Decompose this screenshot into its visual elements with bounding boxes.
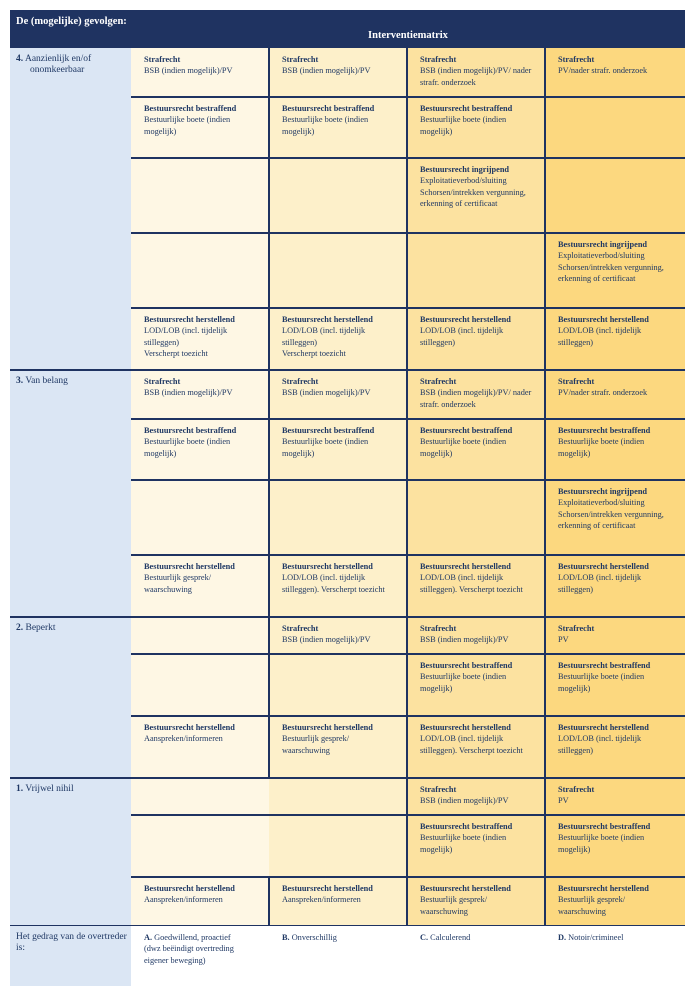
intervention-type: Bestuursrecht herstellend <box>558 884 649 893</box>
row-divider <box>10 777 685 779</box>
matrix-cell <box>131 370 269 419</box>
level-label-cell <box>10 48 131 97</box>
intervention-type: Bestuursrecht herstellend <box>282 562 373 571</box>
column-divider <box>544 480 546 555</box>
matrix-cell <box>407 308 545 370</box>
matrix-cell <box>545 778 685 815</box>
intervention-type: Bestuursrecht herstellend <box>282 884 373 893</box>
column-divider <box>544 419 546 480</box>
intervention-measures: BSB (indien mogelijk)/PV/ nader strafr. onderzoek <box>420 66 532 87</box>
column-divider <box>406 48 408 97</box>
matrix-cell <box>545 877 685 926</box>
intervention-measures: Bestuurlijke boete (indien mogelijk) <box>558 672 645 693</box>
intervention-measures: BSB (indien mogelijk)/PV <box>144 66 233 76</box>
intervention-measures: BSB (indien mogelijk)/PV <box>282 635 371 645</box>
intervention-type: Strafrecht <box>420 55 457 64</box>
level-label-cell <box>10 158 131 233</box>
matrix-cell <box>269 97 407 158</box>
intervention-type: Bestuursrecht bestraffend <box>282 104 375 113</box>
matrix-cell-bg <box>131 480 269 555</box>
level-number: 1. <box>16 784 24 794</box>
column-divider <box>544 877 546 926</box>
intervention-type: Bestuursrecht ingrijpend <box>420 165 510 174</box>
intervention-type: Strafrecht <box>558 624 595 633</box>
level-label: Vrijwel nihil <box>25 784 74 794</box>
behavior-column <box>269 926 407 986</box>
behavior-text: Notoir/crimineel <box>568 933 624 942</box>
behavior-text: Goedwillend, proactief (dwz beëindigt overtreding eigener beweging) <box>144 933 234 965</box>
matrix-cell <box>545 370 685 419</box>
intervention-type: Bestuursrecht herstellend <box>420 884 511 893</box>
column-divider <box>544 370 546 419</box>
matrix-cell-bg <box>131 617 269 654</box>
column-divider <box>268 97 270 158</box>
matrix-cell-bg <box>269 778 407 815</box>
row-divider <box>131 232 685 234</box>
column-divider <box>406 233 408 308</box>
column-divider <box>406 370 408 419</box>
intervention-type: Strafrecht <box>144 377 181 386</box>
matrix-cell <box>131 48 269 97</box>
intervention-measures: Bestuurlijk gesprek/ waarschuwing <box>282 734 350 755</box>
intervention-type: Bestuursrecht herstellend <box>558 315 649 324</box>
intervention-measures: Bestuurlijke boete (indien mogelijk) <box>282 115 369 136</box>
matrix-cell-bg <box>269 480 407 555</box>
level-number: 2. <box>16 623 24 633</box>
intervention-measures: BSB (indien mogelijk)/PV <box>282 66 371 76</box>
column-divider <box>544 617 546 654</box>
matrix-cell <box>545 617 685 654</box>
intervention-type: Bestuursrecht bestraffend <box>144 104 237 113</box>
row-divider <box>131 479 685 481</box>
intervention-type: Bestuursrecht herstellend <box>144 315 235 324</box>
matrix-cell-bg <box>269 815 407 877</box>
intervention-measures: Exploitatieverbod/sluiting Schorsen/intrekken vergunning, erkenning of certificaat <box>420 176 526 209</box>
column-divider <box>268 716 270 778</box>
matrix-cell-bg <box>407 233 545 308</box>
intervention-measures: BSB (indien mogelijk)/PV/ nader strafr. onderzoek <box>420 388 532 409</box>
matrix-cell-bg <box>269 158 407 233</box>
column-divider <box>544 778 546 815</box>
behavior-letter: B. <box>282 933 290 942</box>
column-divider <box>406 815 408 877</box>
behavior-letter: C. <box>420 933 429 942</box>
intervention-measures: LOD/LOB (incl. tijdelijk stilleggen). Verscherpt toezicht <box>420 573 523 594</box>
intervention-type: Bestuursrecht herstellend <box>282 315 373 324</box>
column-divider <box>406 877 408 926</box>
behavior-text: Onverschillig <box>291 933 337 942</box>
level-label-cell <box>10 233 131 308</box>
intervention-measures: Bestuurlijke boete (indien mogelijk) <box>144 115 231 136</box>
matrix-cell <box>269 370 407 419</box>
row-divider <box>131 814 685 816</box>
matrix-cell <box>269 716 407 778</box>
matrix-cell <box>407 48 545 97</box>
intervention-measures: LOD/LOB (incl. tijdelijk stilleggen). Verscherpt toezicht <box>420 734 523 755</box>
row-divider <box>131 715 685 717</box>
intervention-measures: Bestuurlijke boete (indien mogelijk) <box>420 437 507 458</box>
level-number: 4. <box>16 54 24 64</box>
column-divider <box>406 308 408 370</box>
intervention-measures: Bestuurlijke boete (indien mogelijk) <box>558 437 645 458</box>
intervention-type: Bestuursrecht ingrijpend <box>558 487 648 496</box>
behavior-letter: D. <box>558 933 567 942</box>
matrix-cell <box>545 48 685 97</box>
intervention-type: Bestuursrecht bestraffend <box>558 661 651 670</box>
row-divider <box>10 369 685 371</box>
intervention-measures: Exploitatieverbod/sluiting Schorsen/intrekken vergunning, erkenning of certificaat <box>558 251 664 284</box>
matrix-cell-bg <box>269 654 407 716</box>
row-header: De (mogelijke) gevolgen: <box>10 10 131 48</box>
matrix-cell-bg <box>545 158 685 233</box>
column-divider <box>406 778 408 815</box>
intervention-measures: LOD/LOB (incl. tijdelijk stilleggen) <box>558 326 642 347</box>
intervention-type: Bestuursrecht bestraffend <box>558 426 651 435</box>
matrix-cell <box>545 555 685 617</box>
level-label-continued: onomkeerbaar <box>30 65 85 75</box>
intervention-type: Strafrecht <box>420 377 457 386</box>
matrix-cell-bg <box>407 480 545 555</box>
level-label-cell <box>10 97 131 158</box>
intervention-measures: BSB (indien mogelijk)/PV <box>282 388 371 398</box>
column-divider <box>406 97 408 158</box>
matrix-cell <box>131 308 269 370</box>
column-divider <box>268 308 270 370</box>
matrix-cell-bg <box>131 815 269 877</box>
intervention-type: Bestuursrecht bestraffend <box>420 104 513 113</box>
column-divider <box>268 419 270 480</box>
matrix-cell <box>545 815 685 877</box>
column-divider <box>406 654 408 716</box>
matrix-cell <box>407 815 545 877</box>
intervention-measures: Bestuurlijke boete (indien mogelijk) <box>420 115 507 136</box>
intervention-type: Bestuursrecht herstellend <box>144 884 235 893</box>
intervention-type: Strafrecht <box>282 624 319 633</box>
behavior-column <box>545 926 685 986</box>
intervention-type: Bestuursrecht herstellend <box>282 723 373 732</box>
intervention-type: Bestuursrecht herstellend <box>144 723 235 732</box>
level-label-cell <box>10 308 131 370</box>
matrix-cell <box>407 555 545 617</box>
matrix-cell <box>545 480 685 555</box>
matrix-cell <box>545 308 685 370</box>
intervention-measures: PV <box>558 635 569 645</box>
matrix-cell <box>545 716 685 778</box>
matrix-cell <box>131 97 269 158</box>
column-divider <box>268 654 270 716</box>
intervention-type: Strafrecht <box>558 785 595 794</box>
intervention-type: Bestuursrecht bestraffend <box>144 426 237 435</box>
row-divider <box>131 554 685 556</box>
row-divider <box>131 876 685 878</box>
matrix-cell <box>407 877 545 926</box>
column-divider <box>268 617 270 654</box>
matrix-cell <box>131 555 269 617</box>
column-divider <box>268 158 270 233</box>
intervention-measures: LOD/LOB (incl. tijdelijk stilleggen) Verscherpt toezicht <box>144 326 228 359</box>
row-divider <box>131 96 685 98</box>
intervention-type: Bestuursrecht bestraffend <box>558 822 651 831</box>
matrix-cell <box>407 158 545 233</box>
matrix-cell <box>269 555 407 617</box>
column-divider <box>268 877 270 926</box>
column-divider <box>268 48 270 97</box>
matrix-cell <box>407 716 545 778</box>
level-label-cell <box>10 815 131 877</box>
intervention-measures: LOD/LOB (incl. tijdelijk stilleggen) <box>420 326 504 347</box>
matrix-cell <box>131 716 269 778</box>
intervention-type: Bestuursrecht herstellend <box>420 562 511 571</box>
intervention-measures: LOD/LOB (incl. tijdelijk stilleggen) Verscherpt toezicht <box>282 326 366 359</box>
column-divider <box>544 555 546 617</box>
matrix-cell <box>407 419 545 480</box>
intervention-type: Strafrecht <box>420 624 457 633</box>
matrix-cell <box>269 617 407 654</box>
intervention-measures: PV/nader strafr. onderzoek <box>558 388 648 398</box>
level-label-cell <box>10 778 131 815</box>
intervention-measures: LOD/LOB (incl. tijdelijk stilleggen) <box>558 573 642 594</box>
intervention-measures: Bestuurlijke boete (indien mogelijk) <box>144 437 231 458</box>
intervention-measures: PV <box>558 796 569 806</box>
intervention-measures: LOD/LOB (incl. tijdelijk stilleggen). Verscherpt toezicht <box>282 573 385 594</box>
intervention-measures: BSB (indien mogelijk)/PV <box>144 388 233 398</box>
column-divider <box>268 555 270 617</box>
behavior-letter: A. <box>144 933 153 942</box>
level-label: Aanzienlijk en/of <box>24 54 92 64</box>
intervention-type: Strafrecht <box>558 377 595 386</box>
row-divider <box>131 307 685 309</box>
column-divider <box>406 158 408 233</box>
matrix-cell <box>545 419 685 480</box>
column-divider <box>406 480 408 555</box>
matrix-cell <box>269 877 407 926</box>
intervention-measures: Bestuurlijk gesprek/ waarschuwing <box>420 895 488 916</box>
level-label-cell <box>10 617 131 654</box>
level-label-cell <box>10 877 131 926</box>
column-divider <box>544 308 546 370</box>
intervention-measures: Exploitatieverbod/sluiting Schorsen/intrekken vergunning, erkenning of certificaat <box>558 498 664 531</box>
level-label-cell <box>10 480 131 555</box>
level-label-cell <box>10 370 131 419</box>
column-divider <box>406 419 408 480</box>
matrix-cell <box>407 778 545 815</box>
level-label-cell <box>10 419 131 480</box>
intervention-type: Bestuursrecht herstellend <box>420 315 511 324</box>
intervention-type: Strafrecht <box>558 55 595 64</box>
row-divider <box>131 653 685 655</box>
level-label-cell <box>10 654 131 716</box>
column-divider <box>406 555 408 617</box>
matrix-cell-bg <box>545 97 685 158</box>
matrix-cell-bg <box>269 233 407 308</box>
level-number: 3. <box>16 376 24 386</box>
column-divider <box>544 716 546 778</box>
intervention-type: Bestuursrecht bestraffend <box>420 426 513 435</box>
intervention-measures: Aanspreken/informeren <box>144 734 223 744</box>
intervention-matrix <box>10 10 685 986</box>
intervention-measures: Aanspreken/informeren <box>282 895 361 905</box>
matrix-cell <box>269 419 407 480</box>
matrix-cell <box>407 370 545 419</box>
matrix-cell <box>407 617 545 654</box>
row-divider <box>131 157 685 159</box>
column-divider <box>544 48 546 97</box>
column-divider <box>544 815 546 877</box>
matrix-cell-bg <box>131 778 269 815</box>
intervention-measures: Bestuurlijke boete (indien mogelijk) <box>420 672 507 693</box>
column-divider <box>406 716 408 778</box>
matrix-cell-bg <box>131 654 269 716</box>
behavior-label: Het gedrag van de overtreder is: <box>10 926 131 986</box>
matrix-cell <box>407 654 545 716</box>
column-divider <box>268 370 270 419</box>
behavior-column <box>407 926 545 986</box>
matrix-cell <box>131 877 269 926</box>
row-divider <box>10 616 685 618</box>
intervention-type: Bestuursrecht bestraffend <box>420 661 513 670</box>
intervention-type: Strafrecht <box>420 785 457 794</box>
intervention-measures: Aanspreken/informeren <box>144 895 223 905</box>
level-label: Beperkt <box>25 623 56 633</box>
intervention-type: Bestuursrecht herstellend <box>558 723 649 732</box>
intervention-type: Strafrecht <box>144 55 181 64</box>
intervention-measures: PV/nader strafr. onderzoek <box>558 66 648 76</box>
intervention-type: Bestuursrecht bestraffend <box>282 426 375 435</box>
intervention-measures: Bestuurlijke boete (indien mogelijk) <box>558 833 645 854</box>
intervention-measures: BSB (indien mogelijk)/PV <box>420 635 509 645</box>
level-label-cell <box>10 555 131 617</box>
intervention-type: Bestuursrecht herstellend <box>144 562 235 571</box>
intervention-type: Strafrecht <box>282 55 319 64</box>
intervention-measures: Bestuurlijke boete (indien mogelijk) <box>420 833 507 854</box>
behavior-text: Calculerend <box>430 933 471 942</box>
column-divider <box>544 97 546 158</box>
level-label-cell <box>10 716 131 778</box>
matrix-cell <box>131 419 269 480</box>
intervention-measures: Bestuurlijk gesprek/ waarschuwing <box>144 573 212 594</box>
column-divider <box>406 617 408 654</box>
column-divider <box>268 233 270 308</box>
intervention-type: Bestuursrecht herstellend <box>558 562 649 571</box>
matrix-cell <box>269 48 407 97</box>
intervention-type: Bestuursrecht ingrijpend <box>558 240 648 249</box>
matrix-cell-bg <box>131 158 269 233</box>
level-label: Van belang <box>25 376 68 386</box>
intervention-measures: Bestuurlijke boete (indien mogelijk) <box>282 437 369 458</box>
column-divider <box>544 158 546 233</box>
column-divider <box>268 480 270 555</box>
intervention-type: Bestuursrecht bestraffend <box>420 822 513 831</box>
matrix-cell <box>407 97 545 158</box>
column-divider <box>544 233 546 308</box>
intervention-type: Bestuursrecht herstellend <box>420 723 511 732</box>
column-divider <box>544 654 546 716</box>
matrix-cell <box>545 654 685 716</box>
matrix-cell-bg <box>131 233 269 308</box>
matrix-cell <box>545 233 685 308</box>
row-divider <box>131 418 685 420</box>
intervention-measures: BSB (indien mogelijk)/PV <box>420 796 509 806</box>
behavior-column <box>131 926 269 986</box>
matrix-cell <box>269 308 407 370</box>
intervention-type: Strafrecht <box>282 377 319 386</box>
intervention-measures: Bestuurlijk gesprek/ waarschuwing <box>558 895 626 916</box>
matrix-title: Interventiematrix <box>131 10 685 48</box>
intervention-measures: LOD/LOB (incl. tijdelijk stilleggen) <box>558 734 642 755</box>
